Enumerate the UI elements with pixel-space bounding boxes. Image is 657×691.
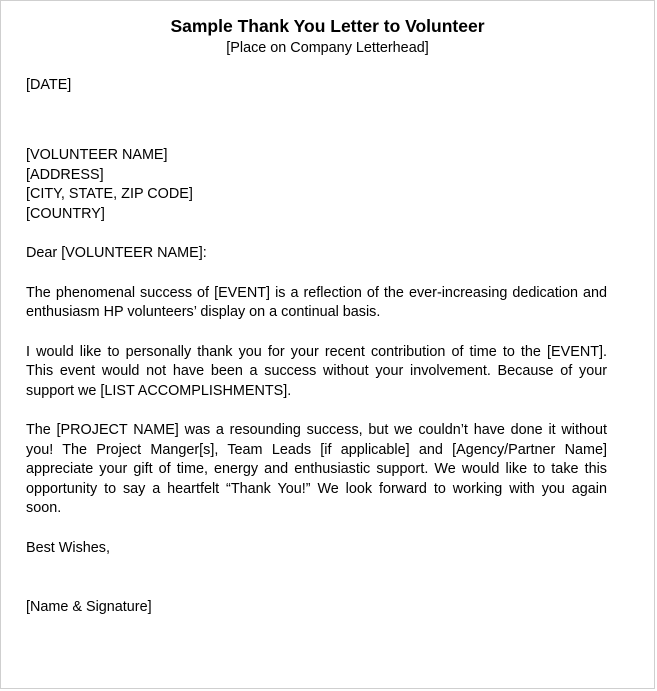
paragraph-1 [26, 284, 607, 323]
paragraph-line: appreciate your gift of time, energy and enthusiastic support. We would like to take this [26, 461, 607, 477]
letter-body [26, 15, 607, 618]
paragraph-line: The [PROJECT NAME] was a resounding success, but we couldn’t have done it without [26, 422, 607, 438]
paragraph-line: opportunity to say a heartfelt “Thank You!” We look forward to working with you again [26, 480, 607, 497]
letter-title: Sample Thank You Letter to Volunteer [170, 16, 485, 36]
address-line-name: [VOLUNTEER NAME] [26, 147, 168, 163]
address-line-country: [COUNTRY] [26, 205, 105, 222]
paragraph-line: I would like to personally thank you for your recent contribution of time to the [EVENT]. [26, 343, 607, 360]
closing: Best Wishes, [26, 539, 110, 556]
address-line-street: [ADDRESS] [26, 166, 104, 183]
paragraph-2 [26, 343, 607, 402]
paragraph-line: enthusiasm HP volunteers’ display on a continual basis. [26, 304, 381, 320]
paragraph-line: support we [LIST ACCOMPLISHMENTS]. [26, 382, 292, 399]
recipient-address [26, 146, 607, 224]
salutation: Dear [VOLUNTEER NAME]: [26, 245, 207, 261]
paragraph-line: This event would not have been a success without your involvement. Because of your [26, 363, 607, 379]
address-line-city: [CITY, STATE, ZIP CODE] [26, 186, 193, 202]
paragraph-line: you! The Project Manger[s], Team Leads [if applicable] and [Agency/Partner Name] [26, 441, 607, 458]
letterhead-note: [Place on Company Letterhead] [226, 40, 429, 56]
signature-placeholder: [Name & Signature] [26, 599, 152, 615]
paragraph-line: The phenomenal success of [EVENT] is a reflection of the ever-increasing dedication and [26, 284, 607, 301]
date-line: [DATE] [26, 76, 72, 93]
paragraph-line: soon. [26, 500, 62, 516]
paragraph-3 [26, 421, 607, 519]
